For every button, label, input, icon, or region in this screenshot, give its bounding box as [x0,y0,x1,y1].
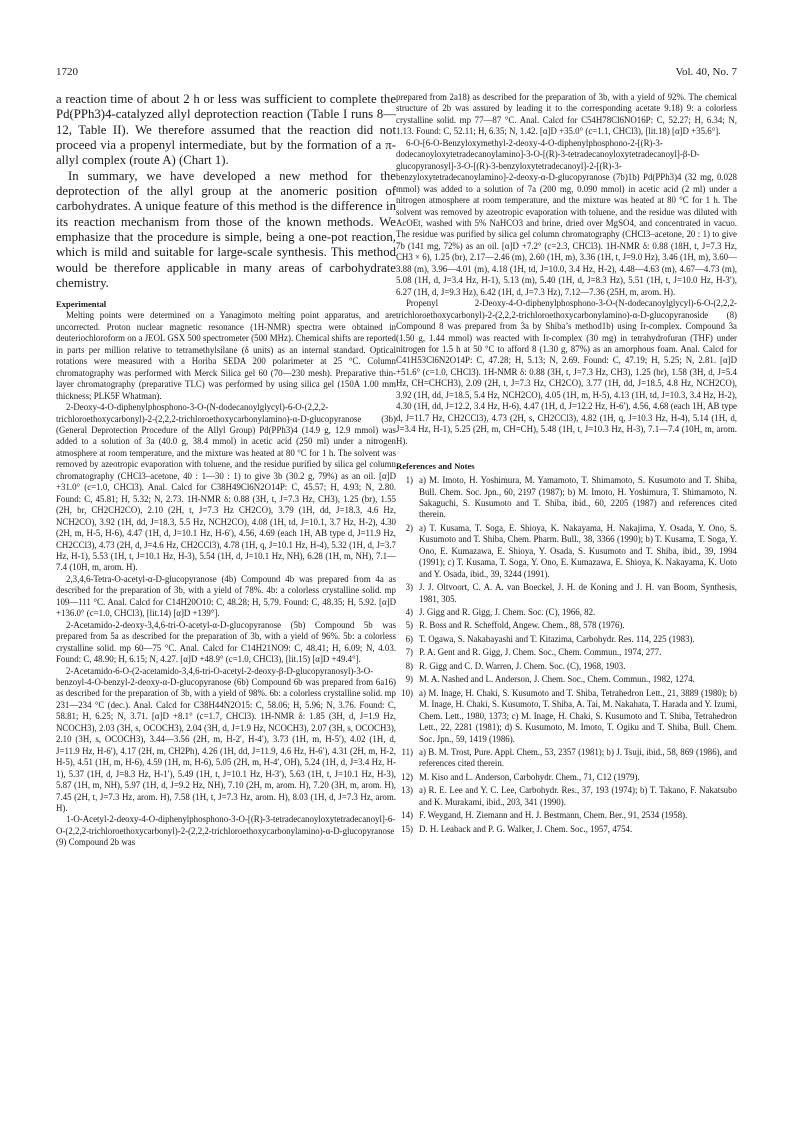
reference-number: 1) [405,475,413,486]
reference-item [396,647,737,658]
reference-text: P. A. Gent and R. Gigg, J. Chem. Soc., Chem. Commun., 1974, 277. [419,647,662,658]
reference-item [396,634,737,645]
page-number: 1720 [56,66,78,78]
reference-item [396,661,737,672]
left-column [56,92,396,1097]
reference-number: 5) [405,620,413,631]
procedure-7b: 6-O-[6-O-Benzyloxymethyl-2-deoxy-4-O-diphenylphosphono-2-[(R)-3-dodecanoyloxytetradecanoylamino]-3-O-[(R)-3-tetradecanoyloxytetradecanoyl]-β-D-glucopyranosyl]-3-O-[(R)-3-benzyloxytetradecanoyl]-2-[(R)-3-benzyloxytetradecanoylamino]-2-deoxy-α-D-glucopyranose (7b)1b) Pd(PPh3)4 (32 mg, 0.028 mmol) was added to a solution of 7a (200 mg, 0.090 mmol) in acetic acid (2 ml) under a nitrogen atmosphere at room temperature, and the mixture was heated at 80 °C for 1 h. The solvent was removed by azeotropic evaporation with toluene, and the residue was diluted with AcOEt, washed with 5% NaHCO3 and brine, dried over MgSO4, and concentrated in vacuo. The residue was purified by silica gel column chromatography (CHCl3–acetone, 20 : 1) to give 7b (141 mg, 72%) as an oil. [α]D +7.2° (c=2.3, CHCl3). 1H-NMR δ: 0.88 (18H, t, J=7.3 Hz, CH3 × 6), 1.25 (br), 2.17—2.46 (m), 2.60 (1H, m), 3.36 (1H, t, J=9.0 Hz), 3.46 (1H, m), 3.60—3.88 (m), 3.96—4.01 (m), 4.18 (1H, td, J=10.0, 3.4 Hz, H-2), 4.48—4.63 (m), 4.67—4.73 (m), 5.08 (1H, d, J=3.4 Hz, H-1), 5.13 (m), 5.40 (1H, d, J=8.3 Hz), 5.51 (1H, t, J=10.0 Hz, H-3′), 6.27 (1H, d, J=9.3 Hz), 6.42 (1H, d, J=7.3 Hz), 7.12—7.36 (25H, m, arom. H). [396,137,737,297]
reference-text: a) B. M. Trost, Pure. Appl. Chem., 53, 2357 (1981); b) J. Tsuji, ibid., 58, 869 (1986), and references cited therein. [419,747,737,769]
reference-text: D. H. Leaback and P. G. Walker, J. Chem. Soc., 1957, 4754. [419,823,633,834]
procedure-5b: 2-Acetamido-2-deoxy-3,4,6-tri-O-acetyl-α-D-glucopyranose (5b) Compound 5b was prepared from 5a as described for the preparation of 3b, with a yield of 96%. 5b: a colorless crystalline solid. mp 60—75 °C. Anal. Calcd for C14H21NO9: C, 48.41; H, 6.09; N, 4.03. Found: C, 48.90; H, 6.15; N, 4.27. [α]D +48.9° (c=1.0, CHCl3), [lit.15) [α]D +49.4°]. [56,619,396,665]
reference-text: a) M. Inage, H. Chaki, S. Kusumoto and T. Shiba, Tetrahedron Lett., 21, 3889 (1980); b) M. Inage, H. Chaki, S. Kusumoto, T. Shiba, A. Tai, M. Nakahata, T. Harada and Y. Izumi, Chem. Lett., 1980, 1373; c) M. Inage, H. Chaki, S. Kusumoto and T. Shiba, Tetrahedron Lett., 22, 2281 (1981); d) S. Kusumoto, M. Imoto, T. Ogiku and T. Shiba, Bull. Chem. Soc. Jpn., 59, 1419 (1986). [419,687,737,744]
reference-number: 9) [405,674,413,685]
reference-text: R. Boss and R. Scheffold, Angew. Chem., 88, 578 (1976). [419,620,625,631]
reference-text: M. A. Nashed and L. Anderson, J. Chem. Soc., Chem. Commun., 1982, 1274. [419,674,695,685]
reference-item [396,582,737,605]
reference-number: 14) [401,810,413,821]
reference-item [396,620,737,631]
reference-number: 15) [401,823,413,834]
reference-item [396,607,737,618]
reference-number: 7) [405,647,413,658]
procedure-3b: 2-Deoxy-4-O-diphenylphosphono-3-O-(N-dodecanoylglycyl)-6-O-(2,2,2-trichloroethoxycarbonyl)-2-(2,2,2-trichloroethoxycarbonylamino)-α-D-glucopyranose (3b) (General Deprotection Procedure of the Allyl Group) Pd(PPh3)4 (14.9 g, 12.9 mmol) was added to a solution of 3a (40.0 g, 38.4 mmol) in acetic acid (250 ml) under a nitrogen atmosphere at room temperature, and the mixture was heated at 80 °C for 1 h. The solvent was removed by azeotropic evaporation with toluene, and the residue purified by silica gel column chromatography (CHCl3–acetone, 40 : 1—30 : 1) to give 3b (30.2 g, 79%) as an oil. [α]D +31.0° (c=1.0, CHCl3). Anal. Calcd for C38H49Cl6N2O14P: C, 45.57; H, 4.93; N, 2.80. Found: C, 45.81; H, 5.32; N, 2.73. 1H-NMR δ: 0.88 (3H, t, J=7.3 Hz, CH3), 1.25 (br), 1.55 (2H, br, CH2CH2CO), 2.10 (2H, t, J=7.3 Hz CH2CO), 3.79 (1H, dd, J=18.3, 4.6 Hz, NCH2CO), 3.92 (1H, dd, J=18.3, 5.5 Hz, NCH2CO), 4.08 (1H, td, J=10.1, 3.7 Hz, H-2), 4.30 (2H, m, H-5, H-6), 4.47 (1H, d, J=10.1 Hz, H-6′), 4.56, 4.69 (each 1H, AB type d, J=11.9 Hz, CH2CCl3), 4.73 (2H, d, J=4.6 Hz, CH2CCl3), 4.78 (1H, q, J=10.1 Hz, H-4), 5.32 (1H, d, J=3.7 Hz, H-1), 5.53 (1H, t, J=10.1 Hz, H-3), 5.54 (1H, d, J=10.1 Hz, NH), 6.28 (1H, m, NH), 7.1—7.4 (10H, m, arom. H). [56,402,396,573]
procedure-9-continued: prepared from 2a18) as described for the preparation of 3b, with a yield of 92%. The chemical structure of 2b was assured by leading it to the corresponding acetate 9.18) 9: a colorless crystalline solid. mp 77—87 °C. Anal. Calcd for C54H78Cl6NO16P: C, 52.27; H, 6.34; N, 1.13. Found: C, 52.11; H, 6.35; N, 1.42. [α]D +35.0° (c=1.1, CHCl3), [lit.18) [α]D +35.6°]. [396,92,737,137]
reference-item [396,523,737,580]
reference-item [396,785,737,808]
reference-item [396,772,737,783]
reference-text: F. Weygand, H. Ziemann and H. J. Bestmann, Chem. Ber., 91, 2534 (1958). [419,810,688,821]
procedure-8: Propenyl 2-Deoxy-4-O-diphenylphosphono-3-O-(N-dodecanoylglycyl)-6-O-(2,2,2-trichloroethoxycarbonyl)-2-(2,2,2-trichloroethoxycarbonylamino)-α-D-glucopyranoside (8) Compound 8 was prepared from 3a by Shiba’s method1b) using Ir-complex. Compound 3a (1.50 g, 1.44 mmol) was reacted with Ir-complex (30 mg) in tetrahydrofuran (THF) under nitrogen for 1.5 h at 50 °C to afford 8 (1.30 g, 87%) as an amorphous foam. Anal. Calcd for C41H53Cl6N2O14P: C, 47.28; H, 5.13; N, 2.69. Found: C, 47.19; H, 5.25; N, 2.81. [α]D +51.6° (c=1.0, CHCl3). 1H-NMR δ: 0.88 (3H, t, J=7.3 Hz, CH3), 1.25 (br), 1.58 (3H, d, J=5.4 Hz, CH=CHCH3), 2.09 (2H, t, J=7.3 Hz, CH2CO), 3.77 (1H, dd, J=18.5, 4.8 Hz, NCH2CO), 3.92 (1H, dd, J=18.5, 5.4 Hz, NCH2CO), 4.05 (1H, m, H-5), 4.13 (1H, td, J=10.3, 3.4 Hz, H-2), 4.30 (1H, dd, J=12.2, 3.4 Hz, H-6), 4.47 (1H, d, J=12.2 Hz, H-6′), 4.56, 4.68 (each 1H, AB type d, J=11.7 Hz, CH2CCl3), 4.73 (2H, s, CH2CCl3), 4.82 (1H, q, J=10.3 Hz, H-4), 5.14 (1H, d, J=3.4 Hz, H-1), 5.25 (2H, m, CH=CH), 5.48 (1H, t, J=10.3 Hz, H-3), 7.1—7.4 (10H, m, arom. H). [396,298,737,446]
reference-item [396,810,737,821]
reference-text: a) R. E. Lee and Y. C. Lee, Carbohydr. Res., 37, 193 (1974); b) T. Takano, F. Nakatsubo and K. Murakami, ibid., 203, 341 (1990). [419,785,737,807]
reference-text: M. Kiso and L. Anderson, Carbohydr. Chem., 71, C12 (1979). [419,771,640,782]
reference-text: T. Ogawa, S. Nakabayashi and T. Kitazima, Carbohydr. Res. 114, 225 (1983). [419,633,695,644]
reference-number: 10) [401,687,413,698]
reference-text: a) T. Kusama, T. Soga, E. Shioya, K. Nakayama, H. Nakajima, Y. Osada, Y. Ono, S. Kusumoto and T. Shiba, Chem. Pharm. Bull., 38, 3366 (1990); b) T. Kusama, T. Soga, Y. Ono, E. Kumazawa, E. Shioya, Y. Osada, S. Kusumoto and T. Shiba, ibid., 39, 1994 (1991); c) T. Kusama, T. Soga, Y. Ono, E. Kumazawa, E. Shioya, K. Nakayama, K. Uoto and Y. Osada, ibid., 39, 3244 (1991). [419,522,737,579]
reference-text: a) M. Imoto, H. Yoshimura, M. Yamamoto, T. Shimamoto, S. Kusumoto and T. Shiba, Bull. Chem. Soc. Jpn., 60, 2197 (1987); b) M. Imoto, H. Yoshimura, T. Shimamoto, N. Sakaguchi, S. Kusumoto and T. Shiba, ibid., 60, 2205 (1987) and references cited therein. [419,475,737,520]
reference-list [396,475,737,835]
reference-number: 12) [401,771,413,782]
reference-number: 3) [405,582,413,593]
reference-number: 11) [401,747,413,758]
reference-item [396,824,737,835]
reference-text: J. J. Oltvoort, C. A. A. van Boeckel, J. H. de Koning and J. H. van Boom, Synthesis, 1981, 305. [419,582,737,604]
right-column [396,92,737,1097]
experimental-heading: Experimental [56,299,107,310]
reference-item [396,688,737,745]
procedure-9-start: 1-O-Acetyl-2-deoxy-4-O-diphenylphosphono-3-O-[(R)-3-tetradecanoyloxytetradecanoyl]-6-O-(2,2,2-trichloroethoxycarbonyl)-2-(2,2,2-trichloroethoxycarbonylamino)-α-D-glucopyranose (9) Compound 2b was [56,814,396,848]
procedure-4b: 2,3,4,6-Tetra-O-acetyl-α-D-glucopyranose (4b) Compound 4b was prepared from 4a as described for the preparation of 3b, with a yield of 78%. 4b: a colorless crystalline solid. mp 109—111 °C. Anal. Calcd for C14H20O10: C, 48.28; H, 5.79. Found: C, 48.35; H, 5.92. [α]D +136.0° (c=1.0, CHCl3), [lit.14) [α]D +139°]. [56,573,396,619]
reference-text: J. Gigg and R. Gigg, J. Chem. Soc. (C), 1966, 82. [419,607,596,618]
reference-item [396,747,737,770]
reference-number: 4) [405,607,413,618]
reference-number: 2) [405,522,413,533]
procedure-6b: 2-Acetamido-6-O-(2-acetamido-3,4,6-tri-O-acetyl-2-deoxy-β-D-glucopyranosyl)-3-O-benzoyl-4-O-benzyl-2-deoxy-α-D-glucopyranose (6b) Compound 6b was prepared from 6a16) as described for the preparation of 3b, with a yield of 98%. 6b: a colorless crystalline solid. mp 231—234 °C (dec.). Anal. Calcd for C38H44N2O15: C, 58.06; H, 5.96; N, 3.76. Found: C, 58.81; H, 6.25; N, 3.71. [α]D +8.1° (c=1.7, CHCl3). 1H-NMR δ: 1.85 (3H, d, J=1.9 Hz, NCOCH3), 2.03 (3H, s, OCOCH3), 2.04 (3H, d, J=1.9 Hz, NCOCH3), 2.07 (3H, s, OCOCH3), 2.10 (3H, s, OCOCH3), 3.44—3.56 (2H, m, H-2′, H-4′), 3.73 (1H, m, H-5′), 4.02 (1H, d, J=11.9 Hz, H-6′), 4.17 (2H, m, CH2Ph), 4.26 (1H, dd, J=11.9, 4.6 Hz, H-6′), 4.31 (2H, m, H-2, H-5), 4.51 (1H, m, H-6), 4.59 (1H, m, H-6), 5.05 (2H, m, H-4′, OH), 5.24 (1H, d, J=3.4 Hz, H-1), 5.37 (1H, d, J=8.3 Hz, H-1′), 5.49 (1H, t, J=10.1 Hz, H-3′), 5.63 (1H, t, J=10.1 Hz, H-3), 5.87 (1H, m, NH), 5.97 (1H, d, J=9.2 Hz, NH), 7.10 (2H, m, arom. H), 7.20 (3H, m, arom. H), 7.45 (2H, t, J=7.3 Hz, arom. H), 7.58 (1H, t, J=7.3 Hz, arom. H), 8.03 (1H, d, J=7.3 Hz, arom. H). [56,665,396,813]
reference-item [396,674,737,685]
reference-number: 6) [405,633,413,644]
journal-volume: Vol. 40, No. 7 [675,66,737,78]
reference-number: 13) [401,785,413,796]
reference-item [396,475,737,521]
reference-text: R. Gigg and C. D. Warren, J. Chem. Soc. (C), 1968, 1903. [419,660,626,671]
experimental-general: Melting points were determined on a Yanagimoto melting point apparatus, and are uncorrected. Proton nuclear magnetic resonance (1H-NMR) spectra were obtained in deuteriochloroform on a JEOL GSX 500 spectrometer (500 MHz). Chemical shifts are reported in parts per million relative to tetramethylsilane (δ units) as an internal standard. Optical rotations were measured with a Horiba SEDA 200 polarimeter at 25 °C. Column chromatography was performed with Merck Silica gel 60 (70—230 mesh). Preparative thin-layer chromatography (preparative TLC) was performed by using silica gel (150A 1.00 mm thickness; PLK5F Whatman). [56,310,396,401]
intro-paragraph: a reaction time of about 2 h or less was sufficient to complete the Pd(PPh3)4-catalyzed allyl deprotection reaction (Table I runs 8—12, Table II). We therefore assumed that the reaction did not proceed via a propenyl intermediate, but by the formation of a π-allyl complex (route A) (Chart 1). [56,92,396,168]
reference-number: 8) [405,660,413,671]
summary-paragraph: In summary, we have developed a new method for the deprotection of the allyl group at the anomeric position of carbohydrates. A unique feature of this method is the difference in its reaction mechanism from those of the known methods. We emphasize that the procedure is simple, being a one-pot reaction, which is mild and suitable for large-scale synthesis. This method would be therefore applicable in many areas of carbohydrate chemistry. [56,168,396,291]
references-heading: References and Notes [396,461,475,472]
